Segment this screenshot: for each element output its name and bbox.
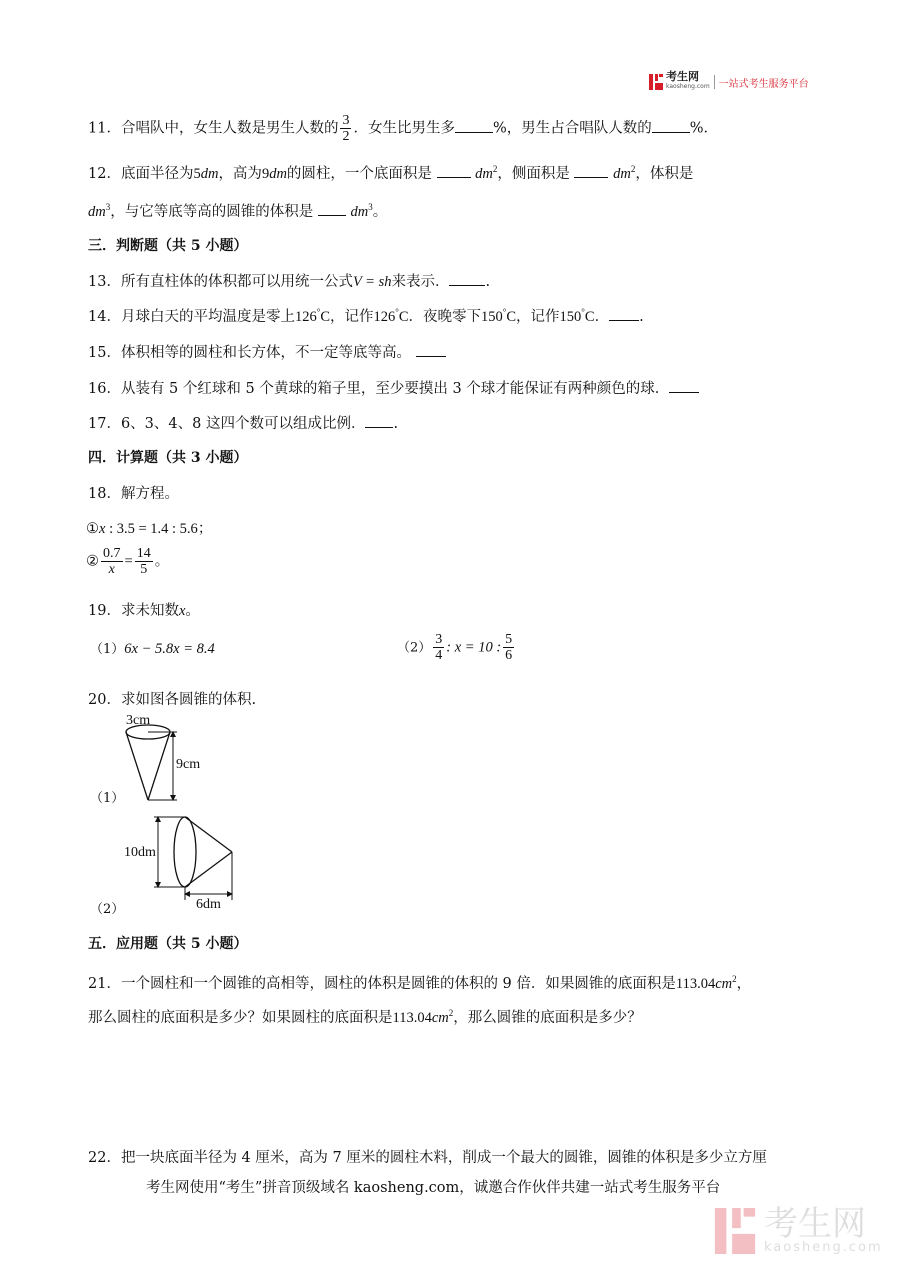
q19-part-1: （1）6x − 5.8x = 8.4 — [90, 641, 215, 657]
header-slogan: 一站式考生服务平台 — [718, 78, 809, 90]
answer-blank[interactable] — [574, 163, 608, 178]
answer-blank[interactable] — [318, 201, 346, 216]
cone-figure-2 — [150, 810, 250, 910]
fig2-diameter-label: 10dm — [124, 845, 156, 860]
question-19: 19．求未知数x。 — [88, 603, 200, 619]
question-20: 20．求如图各圆锥的体积. — [88, 692, 257, 708]
answer-blank[interactable] — [437, 163, 471, 178]
kaosheng-logo-icon — [648, 73, 664, 91]
answer-blank[interactable] — [455, 118, 493, 133]
answer-blank[interactable] — [416, 342, 446, 357]
question-12: 12．底面半径为5dm，高为9dm的圆柱，一个底面积是 $dm^2$，侧面积是 $dm^2$，体积是 — [88, 164, 694, 182]
watermark-domain: kaosheng.com — [764, 1240, 883, 1255]
question-11: 11．合唱队中，女生人数是男生人数的 $\frac{3}{2}$ ．女生比男生多 %，男生占合唱队人数的 %． — [88, 113, 719, 144]
question-22: 22．把一块底面半径为 4 厘米，高为 7 厘米的圆柱木料，削成一个最大的圆锥，圆锥的体积是多少立方厘 — [88, 1150, 767, 1166]
section-3-heading: 三．判断题（共 5 小题） — [88, 238, 248, 254]
answer-blank[interactable] — [449, 271, 485, 286]
fig1-radius-label: 3cm — [126, 713, 151, 728]
fraction-3-2: $\frac{3}{2}$ — [342, 113, 350, 144]
q19-part-2: （2） $\frac{3}{4}$ : x = 10 : $\frac{5}{6}$ — [397, 632, 513, 663]
question-17: 17．6、3、4、8 这四个数可以组成比例． . — [88, 412, 398, 433]
equation-1: ①x : 3.5 = 1.4 : 5.6； — [86, 521, 213, 537]
equation-2: ② $\frac{0.7}{x}$ = $\frac{14}{5}$ 。 — [86, 546, 170, 577]
logo-divider — [714, 75, 715, 89]
section-5-heading: 五．应用题（共 5 小题） — [88, 936, 248, 952]
fig2-label: （2） — [90, 902, 125, 917]
question-12-cont: $dm^3$，与它等底等高的圆锥的体积是 $dm^3$。 — [88, 202, 388, 220]
footer-text: 考生网使用“考生”拼音顶级域名 kaosheng.com，诚邀合作伙伴共建一站式考生服务平台 — [146, 1180, 721, 1196]
question-16: 16．从装有 5 个红球和 5 个黄球的箱子里，至少要摸出 3 个球才能保证有两种颜色的球． — [88, 377, 699, 398]
logo-name: 考生网 — [666, 70, 699, 83]
watermark-logo — [712, 1202, 883, 1260]
answer-blank[interactable] — [609, 306, 639, 321]
answer-blank[interactable] — [669, 378, 699, 393]
logo-domain: kaosheng.com — [666, 83, 710, 90]
question-14: 14．月球白天的平均温度是零上126°C，记作126°C．夜晚零下150°C，记作150°C． . — [88, 307, 644, 325]
question-13: 13．所有直柱体的体积都可以用统一公式V = sh来表示． . — [88, 270, 490, 291]
question-18: 18．解方程。 — [88, 486, 179, 502]
watermark-name: 考生网 — [764, 1204, 866, 1244]
question-21: 21．一个圆柱和一个圆锥的高相等，圆柱的体积是圆锥的体积的 9 倍．如果圆锥的底面积是$113.04cm^2$， — [88, 974, 752, 992]
fig2-height-label: 6dm — [196, 897, 221, 912]
section-4-heading: 四．计算题（共 3 小题） — [88, 450, 248, 466]
fig1-label: （1） — [90, 791, 125, 806]
header-logo — [648, 72, 809, 92]
answer-blank[interactable] — [652, 118, 690, 133]
fig1-height-label: 9cm — [176, 757, 201, 772]
question-21-cont: 那么圆柱的底面积是多少？如果圆柱的底面积是$113.04cm^2$，那么圆锥的底面积是多少？ — [88, 1008, 642, 1026]
question-15: 15．体积相等的圆柱和长方体，不一定等底等高。 — [88, 341, 446, 362]
watermark-logo-icon — [712, 1202, 758, 1260]
answer-blank[interactable] — [365, 413, 393, 428]
